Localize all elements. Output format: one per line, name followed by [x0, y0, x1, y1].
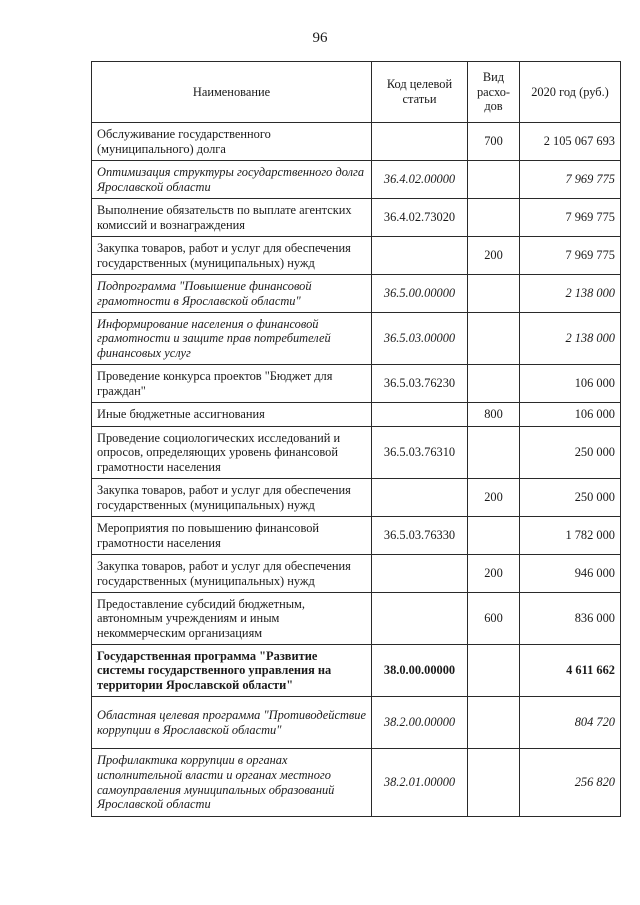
- cell-kind: 700: [468, 123, 520, 161]
- cell-code: 38.2.01.00000: [372, 749, 468, 817]
- page-number: 96: [312, 30, 328, 46]
- table-row: [92, 749, 621, 817]
- cell-sum: 7 969 775: [520, 237, 621, 275]
- table-header-row: [92, 62, 621, 123]
- cell-name: Предоставление субсидий бюджетным, автономным учреждениям и иным некоммерческим организациям: [92, 593, 372, 645]
- cell-sum: 7 969 775: [520, 199, 621, 237]
- cell-kind: [468, 645, 520, 697]
- cell-kind: 200: [468, 479, 520, 517]
- table-row: [92, 275, 621, 313]
- cell-sum: 106 000: [520, 365, 621, 403]
- cell-sum: 804 720: [520, 697, 621, 749]
- table-row: [92, 365, 621, 403]
- header-kind: Вид расхо-дов: [468, 62, 520, 123]
- cell-kind: [468, 749, 520, 817]
- cell-name: Выполнение обязательств по выплате агентских комиссий и вознаграждения: [92, 199, 372, 237]
- header-sum: 2020 год (руб.): [520, 62, 621, 123]
- table-body: [92, 123, 621, 817]
- cell-sum: 256 820: [520, 749, 621, 817]
- cell-sum: 250 000: [520, 427, 621, 479]
- header-name: Наименование: [92, 62, 372, 123]
- cell-kind: 200: [468, 237, 520, 275]
- cell-code: 38.2.00.00000: [372, 697, 468, 749]
- budget-table: [91, 61, 621, 817]
- table-row: [92, 427, 621, 479]
- cell-code: 36.4.02.73020: [372, 199, 468, 237]
- cell-sum: 4 611 662: [520, 645, 621, 697]
- cell-name: Закупка товаров, работ и услуг для обеспечения государственных (муниципальных) нужд: [92, 555, 372, 593]
- cell-code: [372, 555, 468, 593]
- table-row: [92, 645, 621, 697]
- cell-code: [372, 479, 468, 517]
- cell-name: Обслуживание государственного (муниципального) долга: [92, 123, 372, 161]
- cell-name: Проведение конкурса проектов "Бюджет для граждан": [92, 365, 372, 403]
- cell-kind: 800: [468, 403, 520, 427]
- table-row: [92, 403, 621, 427]
- table-row: [92, 555, 621, 593]
- cell-name: Закупка товаров, работ и услуг для обеспечения государственных (муниципальных) нужд: [92, 237, 372, 275]
- table-row: [92, 199, 621, 237]
- table-row: [92, 697, 621, 749]
- cell-code: 36.4.02.00000: [372, 161, 468, 199]
- cell-code: 36.5.03.76230: [372, 365, 468, 403]
- cell-name: Областная целевая программа "Противодействие коррупции в Ярославской области": [92, 697, 372, 749]
- cell-code: [372, 403, 468, 427]
- cell-sum: 2 138 000: [520, 313, 621, 365]
- cell-kind: [468, 365, 520, 403]
- cell-sum: 1 782 000: [520, 517, 621, 555]
- cell-name: Мероприятия по повышению финансовой грамотности населения: [92, 517, 372, 555]
- cell-kind: [468, 161, 520, 199]
- cell-kind: 200: [468, 555, 520, 593]
- cell-sum: 250 000: [520, 479, 621, 517]
- cell-code: 36.5.03.00000: [372, 313, 468, 365]
- cell-code: 36.5.03.76330: [372, 517, 468, 555]
- cell-kind: [468, 275, 520, 313]
- cell-code: [372, 593, 468, 645]
- cell-code: [372, 123, 468, 161]
- cell-name: Профилактика коррупции в органах исполнительной власти и органах местного самоуправления муниципальных образований Ярославской области: [92, 749, 372, 817]
- cell-name: Иные бюджетные ассигнования: [92, 403, 372, 427]
- cell-name: Государственная программа "Развитие системы государственного управления на территории Ярославской области": [92, 645, 372, 697]
- cell-code: 36.5.00.00000: [372, 275, 468, 313]
- table-row: [92, 237, 621, 275]
- cell-name: Подпрограмма "Повышение финансовой грамотности в Ярославской области": [92, 275, 372, 313]
- cell-kind: 600: [468, 593, 520, 645]
- table-row: [92, 123, 621, 161]
- cell-sum: 106 000: [520, 403, 621, 427]
- table-row: [92, 517, 621, 555]
- cell-sum: 2 138 000: [520, 275, 621, 313]
- cell-kind: [468, 517, 520, 555]
- cell-code: 38.0.00.00000: [372, 645, 468, 697]
- cell-kind: [468, 427, 520, 479]
- table-row: [92, 479, 621, 517]
- cell-code: 36.5.03.76310: [372, 427, 468, 479]
- cell-code: [372, 237, 468, 275]
- table-row: [92, 313, 621, 365]
- cell-sum: 836 000: [520, 593, 621, 645]
- cell-sum: 7 969 775: [520, 161, 621, 199]
- cell-sum: 2 105 067 693: [520, 123, 621, 161]
- table-row: [92, 161, 621, 199]
- cell-name: Проведение социологических исследований и опросов, определяющих уровень финансовой грамотности населения: [92, 427, 372, 479]
- cell-name: Информирование населения о финансовой грамотности и защите прав потребителей финансовых услуг: [92, 313, 372, 365]
- cell-name: Закупка товаров, работ и услуг для обеспечения государственных (муниципальных) нужд: [92, 479, 372, 517]
- cell-kind: [468, 697, 520, 749]
- header-code: Код целевой статьи: [372, 62, 468, 123]
- cell-kind: [468, 199, 520, 237]
- cell-sum: 946 000: [520, 555, 621, 593]
- cell-name: Оптимизация структуры государственного долга Ярославской области: [92, 161, 372, 199]
- table-row: [92, 593, 621, 645]
- cell-kind: [468, 313, 520, 365]
